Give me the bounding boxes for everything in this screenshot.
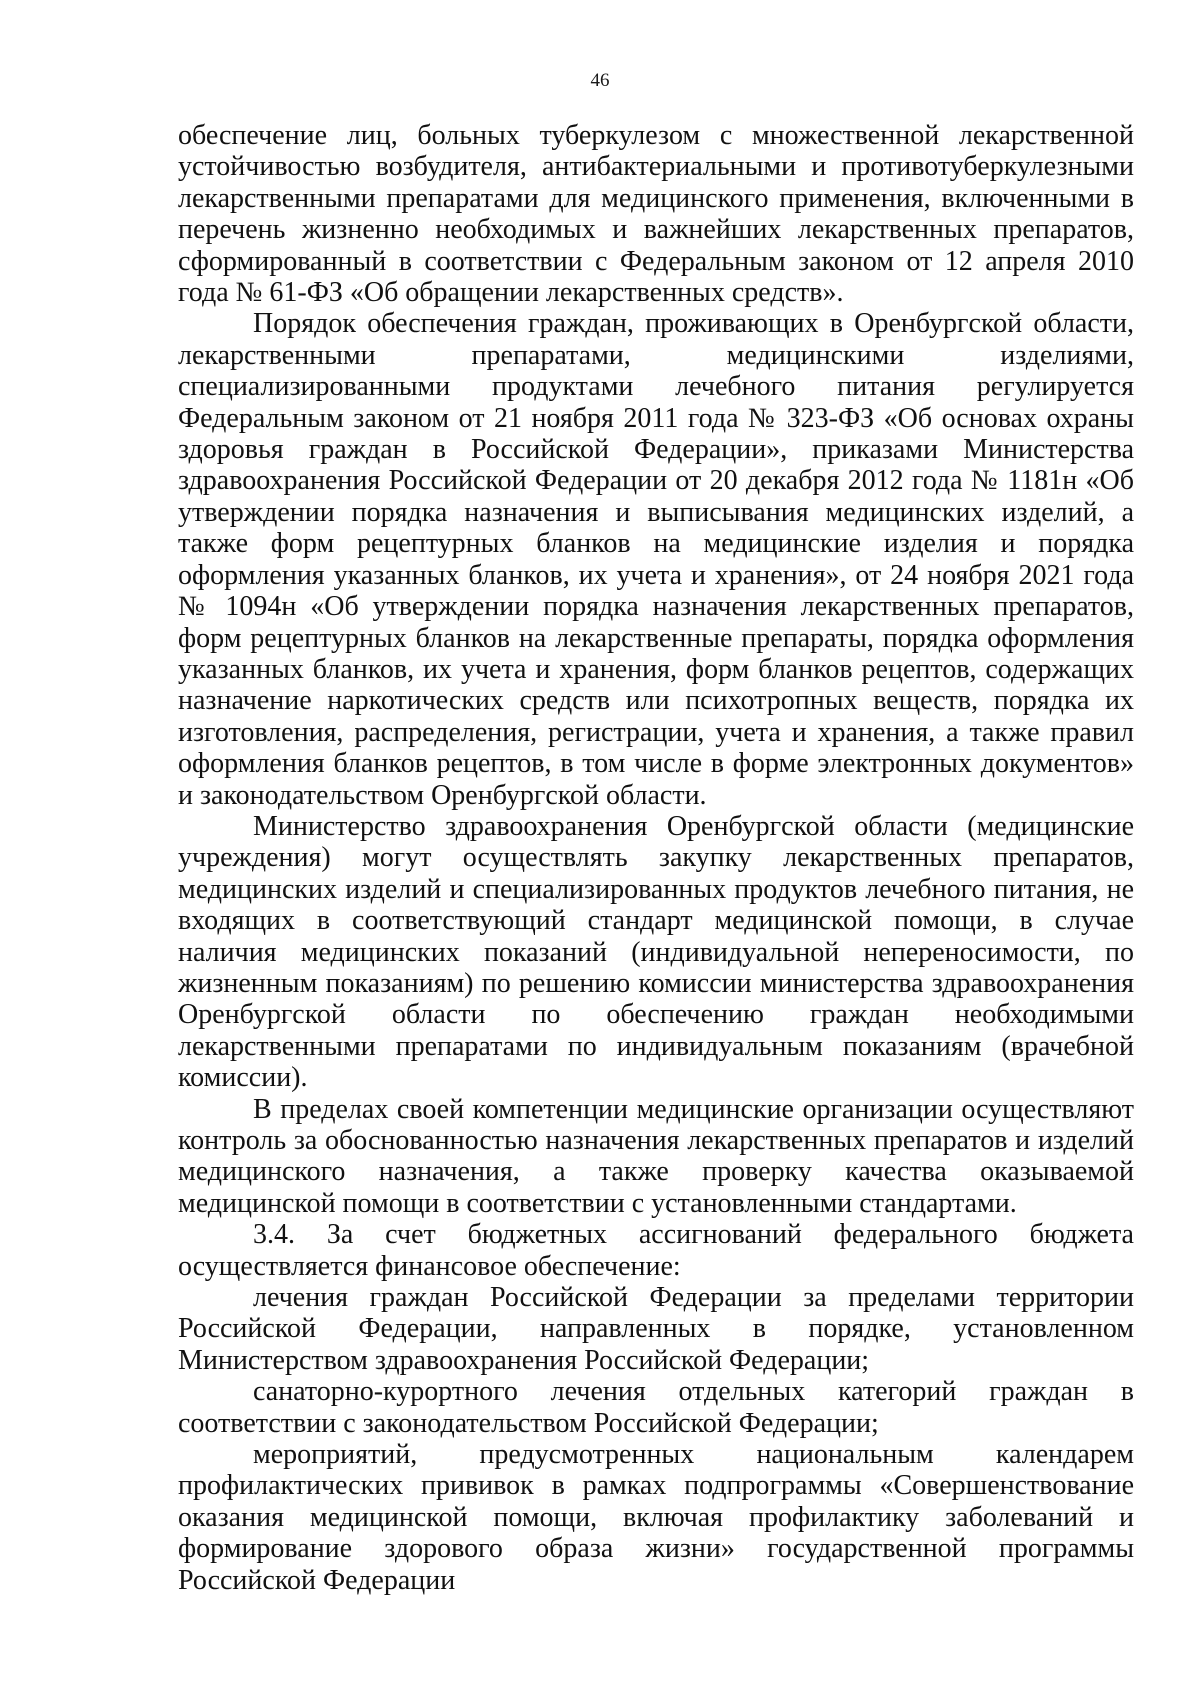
paragraph-provision-order: Порядок обеспечения граждан, проживающих в Оренбургской области, лекарственными препаратами, медицинскими изделиями, специализированными продуктами лечебного питания регулируется Федеральным законом от 21 ноября 2011 года № 323-ФЗ «Об основах охраны здоровья граждан в Российской Федерации», приказами Министерства здравоохранения Российской Федерации от 20 декабря 2012 года № 1181н «Об утверждении порядка назначения и выписывания медицинских изделий, а также форм рецептурных бланков на медицинские изделия и порядка оформления указанных бланков, их учета и хранения», от 24 ноября 2021 года № 1094н «Об утверждении порядка назначения лекарственных препаратов, форм рецептурных бланков на лекарственные препараты, порядка оформления указанных бланков, их учета и хранения, форм бланков рецептов, содержащих назначение наркотических средств или психотропных веществ, порядка их изготовления, распределения, регистрации, учета и хранения, а также правил оформления бланков рецептов, в том числе в форме электронных документов» и законодательством Оренбургской области. (178, 308, 1134, 811)
list-item-sanatorium: санаторно-курортного лечения отдельных категорий граждан в соответствии с законодательством Российской Федерации; (178, 1376, 1134, 1439)
page-number: 46 (590, 70, 610, 91)
paragraph-section-3-4: 3.4. За счет бюджетных ассигнований федерального бюджета осуществляется финансовое обеспечение: (178, 1219, 1134, 1282)
list-item-vaccination: мероприятий, предусмотренных национальным календарем профилактических прививок в рамках подпрограммы «Совершенствование оказания медицинской помощи, включая профилактику заболеваний и формирование здорового образа жизни» государственной программы Российской Федерации (178, 1439, 1134, 1596)
paragraph-ministry-procurement: Министерство здравоохранения Оренбургской области (медицинские учреждения) могут осуществлять закупку лекарственных препаратов, медицинских изделий и специализированных продуктов лечебного питания, не входящих в соответствующий стандарт медицинской помощи, в случае наличия медицинских показаний (индивидуальной непереносимости, по жизненным показаниям) по решению комиссии министерства здравоохранения Оренбургской области по обеспечению граждан необходимыми лекарственными препаратами по индивидуальным показаниям (врачебной комиссии). (178, 810, 1134, 1094)
paragraph-quality-control: В пределах своей компетенции медицинские организации осуществляют контроль за обоснованностью назначения лекарственных препаратов и изделий медицинского назначения, а также проверку качества оказываемой медицинской помощи в соответствии с установленными стандартами. (178, 1093, 1134, 1219)
document-body (178, 120, 1134, 1596)
paragraph-tb-provision: обеспечение лиц, больных туберкулезом с множественной лекарственной устойчивостью возбудителя, антибактериальными и противотуберкулезными лекарственными препаратами для медицинского применения, включенными в перечень жизненно необходимых и важнейших лекарственных препаратов, сформированный в соответствии с Федеральным законом от 12 апреля 2010 года № 61-ФЗ «Об обращении лекарственных средств». (178, 120, 1134, 309)
list-item-treatment-abroad: лечения граждан Российской Федерации за пределами территории Российской Федерации, направленных в порядке, установленном Министерством здравоохранения Российской Федерации; (178, 1282, 1134, 1376)
